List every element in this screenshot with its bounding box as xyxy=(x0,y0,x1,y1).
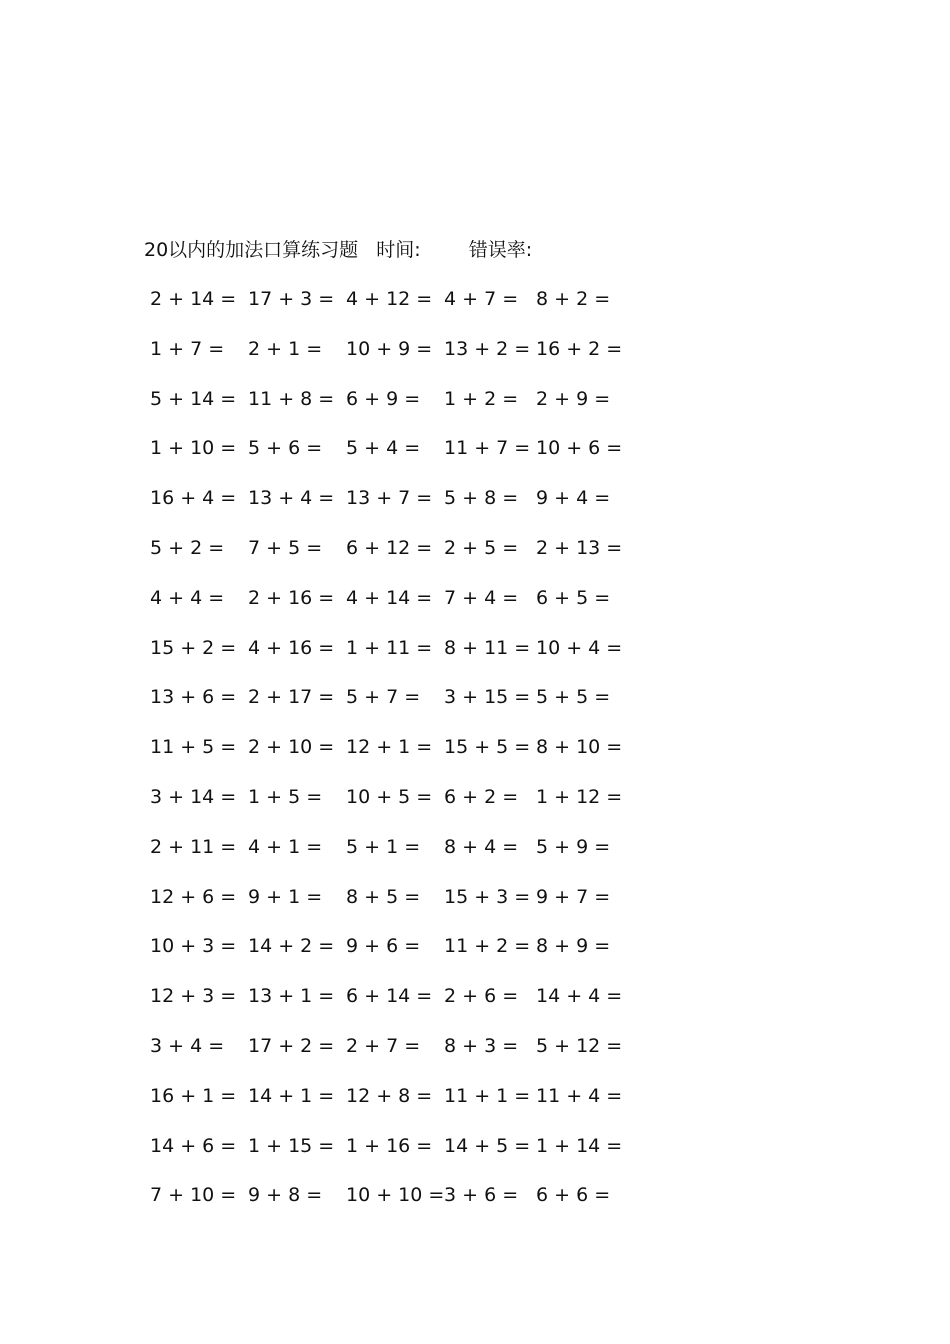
addition-problem: 10 + 5 = xyxy=(346,785,433,808)
addition-problem: 1 + 2 = xyxy=(444,387,519,410)
addition-problem: 17 + 3 = xyxy=(248,288,335,310)
problem-grid xyxy=(144,285,664,1231)
addition-problem: 10 + 10 = xyxy=(346,1184,445,1207)
problem-row xyxy=(144,833,664,883)
addition-problem: 5 + 5 = xyxy=(536,686,611,709)
problem-row xyxy=(144,634,664,684)
addition-problem: 1 + 11 = xyxy=(346,636,433,659)
addition-problem: 8 + 11 = xyxy=(444,636,531,659)
addition-problem: 10 + 4 = xyxy=(536,636,623,659)
addition-problem: 2 + 7 = xyxy=(346,1034,421,1057)
problem-row xyxy=(144,683,664,733)
addition-problem: 4 + 16 = xyxy=(248,636,335,659)
addition-problem: 4 + 1 = xyxy=(248,835,323,858)
addition-problem: 2 + 10 = xyxy=(248,736,335,759)
addition-problem: 1 + 5 = xyxy=(248,785,323,808)
addition-problem: 1 + 12 = xyxy=(536,785,623,808)
addition-problem: 15 + 2 = xyxy=(150,636,237,659)
addition-problem: 5 + 7 = xyxy=(346,686,421,709)
problem-row xyxy=(144,1181,664,1231)
addition-problem: 7 + 5 = xyxy=(248,536,323,559)
addition-problem: 14 + 6 = xyxy=(150,1134,237,1157)
worksheet-title: 20以内的加法口算练习题 xyxy=(144,239,359,261)
time-label: 时间: xyxy=(376,239,421,261)
addition-problem: 6 + 2 = xyxy=(444,785,519,808)
addition-problem: 14 + 5 = xyxy=(444,1134,531,1157)
addition-problem: 11 + 7 = xyxy=(444,437,531,460)
addition-problem: 2 + 6 = xyxy=(444,985,519,1008)
addition-problem: 10 + 3 = xyxy=(150,935,237,958)
addition-problem: 11 + 1 = xyxy=(444,1084,531,1107)
addition-problem: 3 + 6 = xyxy=(444,1184,519,1207)
addition-problem: 5 + 2 = xyxy=(150,536,225,559)
addition-problem: 8 + 10 = xyxy=(536,736,623,759)
problem-row xyxy=(144,1032,664,1082)
problem-row xyxy=(144,783,664,833)
addition-problem: 11 + 4 = xyxy=(536,1084,623,1107)
addition-problem: 2 + 9 = xyxy=(536,387,611,410)
worksheet-header xyxy=(144,236,532,264)
addition-problem: 16 + 1 = xyxy=(150,1084,237,1107)
error-rate-label: 错误率: xyxy=(468,239,533,261)
addition-problem: 14 + 4 = xyxy=(536,985,623,1008)
addition-problem: 8 + 2 = xyxy=(536,288,611,310)
addition-problem: 9 + 7 = xyxy=(536,885,611,908)
addition-problem: 5 + 1 = xyxy=(346,835,421,858)
problem-row xyxy=(144,534,664,584)
addition-problem: 2 + 17 = xyxy=(248,686,335,709)
problem-row xyxy=(144,982,664,1032)
addition-problem: 2 + 1 = xyxy=(248,337,323,360)
addition-problem: 8 + 4 = xyxy=(444,835,519,858)
addition-problem: 11 + 8 = xyxy=(248,387,335,410)
problem-row xyxy=(144,434,664,484)
addition-problem: 15 + 5 = xyxy=(444,736,531,759)
addition-problem: 13 + 2 = xyxy=(444,337,531,360)
addition-problem: 6 + 14 = xyxy=(346,985,433,1008)
addition-problem: 5 + 6 = xyxy=(248,437,323,460)
addition-problem: 6 + 12 = xyxy=(346,536,433,559)
addition-problem: 15 + 3 = xyxy=(444,885,531,908)
addition-problem: 2 + 13 = xyxy=(536,536,623,559)
addition-problem: 2 + 5 = xyxy=(444,536,519,559)
addition-problem: 4 + 12 = xyxy=(346,288,433,310)
addition-problem: 3 + 15 = xyxy=(444,686,531,709)
addition-problem: 4 + 7 = xyxy=(444,288,519,310)
addition-problem: 13 + 7 = xyxy=(346,487,433,510)
addition-problem: 13 + 4 = xyxy=(248,487,335,510)
addition-problem: 5 + 12 = xyxy=(536,1034,623,1057)
addition-problem: 12 + 1 = xyxy=(346,736,433,759)
addition-problem: 5 + 14 = xyxy=(150,387,237,410)
problem-row xyxy=(144,1082,664,1132)
addition-problem: 5 + 8 = xyxy=(444,487,519,510)
problem-row xyxy=(144,385,664,435)
addition-problem: 12 + 3 = xyxy=(150,985,237,1008)
addition-problem: 10 + 9 = xyxy=(346,337,433,360)
addition-problem: 4 + 4 = xyxy=(150,586,225,609)
addition-problem: 14 + 1 = xyxy=(248,1084,335,1107)
addition-problem: 13 + 1 = xyxy=(248,985,335,1008)
problem-row xyxy=(144,932,664,982)
addition-problem: 9 + 1 = xyxy=(248,885,323,908)
addition-problem: 13 + 6 = xyxy=(150,686,237,709)
addition-problem: 2 + 16 = xyxy=(248,586,335,609)
problem-row xyxy=(144,285,664,335)
addition-problem: 16 + 4 = xyxy=(150,487,237,510)
addition-problem: 17 + 2 = xyxy=(248,1034,335,1057)
addition-problem: 9 + 8 = xyxy=(248,1184,323,1207)
addition-problem: 10 + 6 = xyxy=(536,437,623,460)
addition-problem: 3 + 14 = xyxy=(150,785,237,808)
addition-problem: 2 + 11 = xyxy=(150,835,237,858)
addition-problem: 9 + 4 = xyxy=(536,487,611,510)
addition-problem: 12 + 8 = xyxy=(346,1084,433,1107)
problem-row xyxy=(144,484,664,534)
problem-row xyxy=(144,584,664,634)
addition-problem: 1 + 7 = xyxy=(150,337,225,360)
addition-problem: 5 + 9 = xyxy=(536,835,611,858)
addition-problem: 1 + 14 = xyxy=(536,1134,623,1157)
addition-problem: 16 + 2 = xyxy=(536,337,623,360)
addition-problem: 8 + 5 = xyxy=(346,885,421,908)
problem-row xyxy=(144,733,664,783)
addition-problem: 7 + 10 = xyxy=(150,1184,237,1207)
addition-problem: 2 + 14 = xyxy=(150,288,237,310)
addition-problem: 7 + 4 = xyxy=(444,586,519,609)
problem-row xyxy=(144,1132,664,1182)
addition-problem: 1 + 15 = xyxy=(248,1134,335,1157)
addition-problem: 6 + 6 = xyxy=(536,1184,611,1207)
addition-problem: 14 + 2 = xyxy=(248,935,335,958)
addition-problem: 9 + 6 = xyxy=(346,935,421,958)
problem-row xyxy=(144,335,664,385)
addition-problem: 5 + 4 = xyxy=(346,437,421,460)
addition-problem: 6 + 9 = xyxy=(346,387,421,410)
problem-row xyxy=(144,883,664,933)
addition-problem: 1 + 10 = xyxy=(150,437,237,460)
addition-problem: 11 + 2 = xyxy=(444,935,531,958)
addition-problem: 8 + 3 = xyxy=(444,1034,519,1057)
addition-problem: 4 + 14 = xyxy=(346,586,433,609)
addition-problem: 11 + 5 = xyxy=(150,736,237,759)
addition-problem: 8 + 9 = xyxy=(536,935,611,958)
addition-problem: 3 + 4 = xyxy=(150,1034,225,1057)
addition-problem: 12 + 6 = xyxy=(150,885,237,908)
addition-problem: 6 + 5 = xyxy=(536,586,611,609)
addition-problem: 1 + 16 = xyxy=(346,1134,433,1157)
